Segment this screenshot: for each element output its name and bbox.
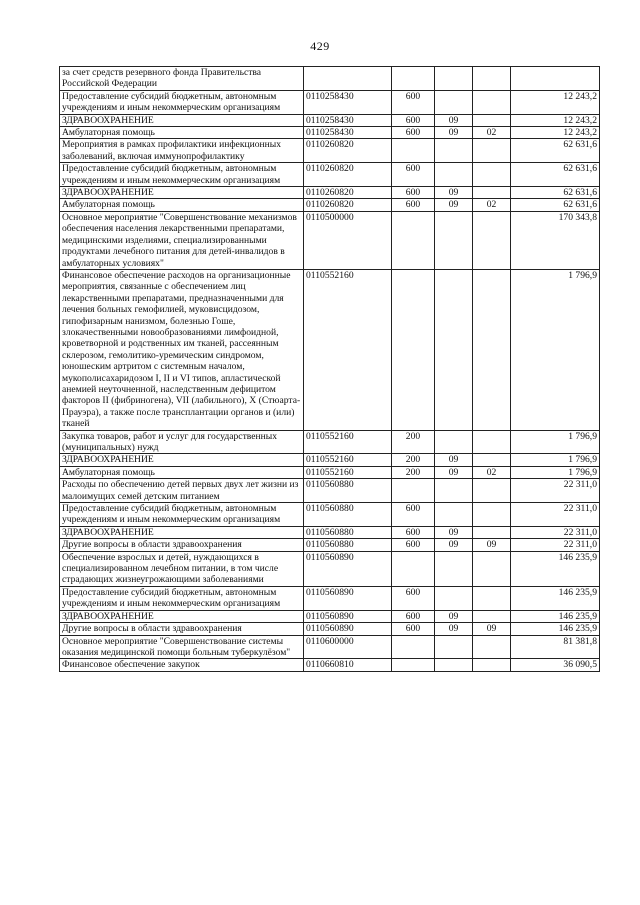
row-amount: 62 631,6 xyxy=(511,139,600,163)
row-code: 0110560890 xyxy=(304,551,392,586)
row-amount: 22 311,0 xyxy=(511,479,600,503)
row-expense-type xyxy=(392,211,435,269)
row-section xyxy=(435,551,473,586)
row-code: 0110258430 xyxy=(304,127,392,139)
row-subsection xyxy=(473,454,511,466)
row-expense-type: 600 xyxy=(392,187,435,199)
row-expense-type xyxy=(392,139,435,163)
budget-table-body xyxy=(60,67,600,672)
row-expense-type: 600 xyxy=(392,623,435,635)
table-row xyxy=(60,539,600,551)
row-subsection: 02 xyxy=(473,466,511,478)
row-subsection xyxy=(473,610,511,622)
row-expense-type xyxy=(392,635,435,659)
row-subsection xyxy=(473,187,511,199)
row-name: Основное мероприятие "Совершенствование механизмов обеспечения населения лекарственными препаратами, медицинскими изделиями, специализированными продуктами лечебного питания для детей-инвалидов в амбулаторных условиях" xyxy=(60,211,304,269)
row-code: 0110260820 xyxy=(304,139,392,163)
row-code: 0110552160 xyxy=(304,269,392,430)
row-name: Закупка товаров, работ и услуг для государственных (муниципальных) нужд xyxy=(60,430,304,454)
row-name: Мероприятия в рамках профилактики инфекционных заболеваний, включая иммунопрофилактику xyxy=(60,139,304,163)
row-name: ЗДРАВООХРАНЕНИЕ xyxy=(60,610,304,622)
row-section: 09 xyxy=(435,466,473,478)
row-code: 0110560890 xyxy=(304,610,392,622)
table-row xyxy=(60,586,600,610)
row-section xyxy=(435,659,473,671)
row-name: ЗДРАВООХРАНЕНИЕ xyxy=(60,454,304,466)
row-expense-type: 600 xyxy=(392,610,435,622)
row-code: 0110560880 xyxy=(304,526,392,538)
row-amount: 1 796,9 xyxy=(511,430,600,454)
row-subsection xyxy=(473,635,511,659)
row-subsection xyxy=(473,139,511,163)
row-amount: 1 796,9 xyxy=(511,466,600,478)
row-section: 09 xyxy=(435,610,473,622)
row-amount: 62 631,6 xyxy=(511,187,600,199)
row-name: ЗДРАВООХРАНЕНИЕ xyxy=(60,187,304,199)
row-section xyxy=(435,430,473,454)
row-code: 0110600000 xyxy=(304,635,392,659)
row-expense-type: 600 xyxy=(392,114,435,126)
row-expense-type xyxy=(392,269,435,430)
row-section: 09 xyxy=(435,127,473,139)
row-name: ЗДРАВООХРАНЕНИЕ xyxy=(60,114,304,126)
row-code: 0110258430 xyxy=(304,90,392,114)
row-section: 09 xyxy=(435,526,473,538)
row-subsection xyxy=(473,659,511,671)
row-code: 0110552160 xyxy=(304,466,392,478)
table-row xyxy=(60,114,600,126)
table-row xyxy=(60,139,600,163)
row-code: 0110552160 xyxy=(304,454,392,466)
table-row xyxy=(60,163,600,187)
row-name: Основное мероприятие "Совершенствование системы оказания медицинской помощи больным туберкулёзом" xyxy=(60,635,304,659)
row-expense-type: 600 xyxy=(392,90,435,114)
row-subsection xyxy=(473,503,511,527)
table-row xyxy=(60,127,600,139)
row-subsection: 09 xyxy=(473,539,511,551)
row-subsection xyxy=(473,526,511,538)
row-subsection xyxy=(473,67,511,91)
row-section: 09 xyxy=(435,539,473,551)
row-name: Амбулаторная помощь xyxy=(60,127,304,139)
row-subsection xyxy=(473,163,511,187)
table-row xyxy=(60,551,600,586)
row-expense-type xyxy=(392,67,435,91)
row-expense-type: 200 xyxy=(392,454,435,466)
table-row xyxy=(60,430,600,454)
row-name: Обеспечение взрослых и детей, нуждающихся в специализированном лечебном питании, в том числе страдающих жизнеугрожающими заболеваниями xyxy=(60,551,304,586)
row-amount xyxy=(511,67,600,91)
row-name: ЗДРАВООХРАНЕНИЕ xyxy=(60,526,304,538)
row-name: Предоставление субсидий бюджетным, автономным учреждениям и иным некоммерческим организациям xyxy=(60,586,304,610)
row-section xyxy=(435,139,473,163)
row-expense-type: 600 xyxy=(392,503,435,527)
row-expense-type: 600 xyxy=(392,163,435,187)
row-amount: 12 243,2 xyxy=(511,114,600,126)
table-row xyxy=(60,623,600,635)
row-section xyxy=(435,67,473,91)
row-expense-type: 600 xyxy=(392,127,435,139)
row-name: Предоставление субсидий бюджетным, автономным учреждениям и иным некоммерческим организациям xyxy=(60,163,304,187)
row-name: Другие вопросы в области здравоохранения xyxy=(60,539,304,551)
row-section: 09 xyxy=(435,623,473,635)
row-name: Другие вопросы в области здравоохранения xyxy=(60,623,304,635)
row-code: 0110660810 xyxy=(304,659,392,671)
row-code: 0110560880 xyxy=(304,503,392,527)
table-row xyxy=(60,211,600,269)
row-code: 0110560880 xyxy=(304,539,392,551)
row-expense-type: 600 xyxy=(392,526,435,538)
table-row xyxy=(60,466,600,478)
row-code: 0110260820 xyxy=(304,187,392,199)
row-subsection xyxy=(473,114,511,126)
table-row xyxy=(60,90,600,114)
row-amount: 146 235,9 xyxy=(511,551,600,586)
row-expense-type xyxy=(392,659,435,671)
row-amount: 12 243,2 xyxy=(511,90,600,114)
table-row xyxy=(60,659,600,671)
row-amount: 22 311,0 xyxy=(511,539,600,551)
row-code: 0110260820 xyxy=(304,199,392,211)
table-row xyxy=(60,635,600,659)
row-section: 09 xyxy=(435,114,473,126)
row-subsection xyxy=(473,269,511,430)
row-amount: 62 631,6 xyxy=(511,163,600,187)
row-subsection: 02 xyxy=(473,199,511,211)
row-code: 0110500000 xyxy=(304,211,392,269)
row-subsection xyxy=(473,479,511,503)
row-code: 0110258430 xyxy=(304,114,392,126)
row-expense-type: 600 xyxy=(392,586,435,610)
row-name: Амбулаторная помощь xyxy=(60,466,304,478)
row-subsection xyxy=(473,211,511,269)
row-subsection xyxy=(473,430,511,454)
row-section xyxy=(435,503,473,527)
row-section: 09 xyxy=(435,454,473,466)
row-section xyxy=(435,479,473,503)
row-name: Предоставление субсидий бюджетным, автономным учреждениям и иным некоммерческим организациям xyxy=(60,90,304,114)
row-amount: 81 381,8 xyxy=(511,635,600,659)
row-expense-type: 200 xyxy=(392,466,435,478)
row-code: 0110560890 xyxy=(304,623,392,635)
table-row xyxy=(60,526,600,538)
row-subsection xyxy=(473,90,511,114)
row-expense-type xyxy=(392,551,435,586)
row-amount: 146 235,9 xyxy=(511,586,600,610)
row-section xyxy=(435,90,473,114)
row-code: 0110260820 xyxy=(304,163,392,187)
row-subsection: 02 xyxy=(473,127,511,139)
row-subsection: 09 xyxy=(473,623,511,635)
page-number: 429 xyxy=(310,39,330,53)
row-name: Финансовое обеспечение закупок xyxy=(60,659,304,671)
row-name: Расходы по обеспечению детей первых двух лет жизни из малоимущих семей детским питанием xyxy=(60,479,304,503)
table-row xyxy=(60,454,600,466)
row-expense-type: 600 xyxy=(392,199,435,211)
row-name: Предоставление субсидий бюджетным, автономным учреждениям и иным некоммерческим организациям xyxy=(60,503,304,527)
row-amount: 12 243,2 xyxy=(511,127,600,139)
row-section: 09 xyxy=(435,187,473,199)
row-amount: 146 235,9 xyxy=(511,610,600,622)
row-amount: 1 796,9 xyxy=(511,454,600,466)
row-section xyxy=(435,586,473,610)
row-code: 0110552160 xyxy=(304,430,392,454)
table-row xyxy=(60,67,600,91)
row-name: Финансовое обеспечение расходов на организационные мероприятия, связанные с обеспечением лиц лекарственными препаратами, предназначенными для лечения больных гемофилией, муковисцидозом, гипофизарным нанизмом, болезнью Гоше, злокачественными новообразованиями лимфоидной, кроветворной и родственных им тканей, рассеянным склерозом, гемолитико-уремическим синдромом, юношеским артритом с системным началом, мукополисахаридозом I, II и VI типов, апластической анемией неуточненной, наследственным дефицитом факторов II (фибриногена), VII (лабильного), X (Стюарта-Прауэра), а также после трансплантации органов и (или) тканей xyxy=(60,269,304,430)
table-row xyxy=(60,187,600,199)
row-expense-type xyxy=(392,479,435,503)
row-code xyxy=(304,67,392,91)
row-code: 0110560880 xyxy=(304,479,392,503)
row-section xyxy=(435,269,473,430)
budget-table xyxy=(59,66,600,672)
row-subsection xyxy=(473,551,511,586)
row-section xyxy=(435,211,473,269)
table-row xyxy=(60,503,600,527)
row-name: Амбулаторная помощь xyxy=(60,199,304,211)
row-amount: 36 090,5 xyxy=(511,659,600,671)
row-amount: 22 311,0 xyxy=(511,503,600,527)
row-amount: 62 631,6 xyxy=(511,199,600,211)
row-amount: 146 235,9 xyxy=(511,623,600,635)
row-expense-type: 600 xyxy=(392,539,435,551)
row-code: 0110560890 xyxy=(304,586,392,610)
table-row xyxy=(60,269,600,430)
row-name: за счет средств резервного фонда Правительства Российской Федерации xyxy=(60,67,304,91)
row-expense-type: 200 xyxy=(392,430,435,454)
table-row xyxy=(60,479,600,503)
row-section xyxy=(435,635,473,659)
row-section xyxy=(435,163,473,187)
row-amount: 170 343,8 xyxy=(511,211,600,269)
row-section: 09 xyxy=(435,199,473,211)
table-row xyxy=(60,199,600,211)
row-amount: 1 796,9 xyxy=(511,269,600,430)
row-subsection xyxy=(473,586,511,610)
table-row xyxy=(60,610,600,622)
row-amount: 22 311,0 xyxy=(511,526,600,538)
